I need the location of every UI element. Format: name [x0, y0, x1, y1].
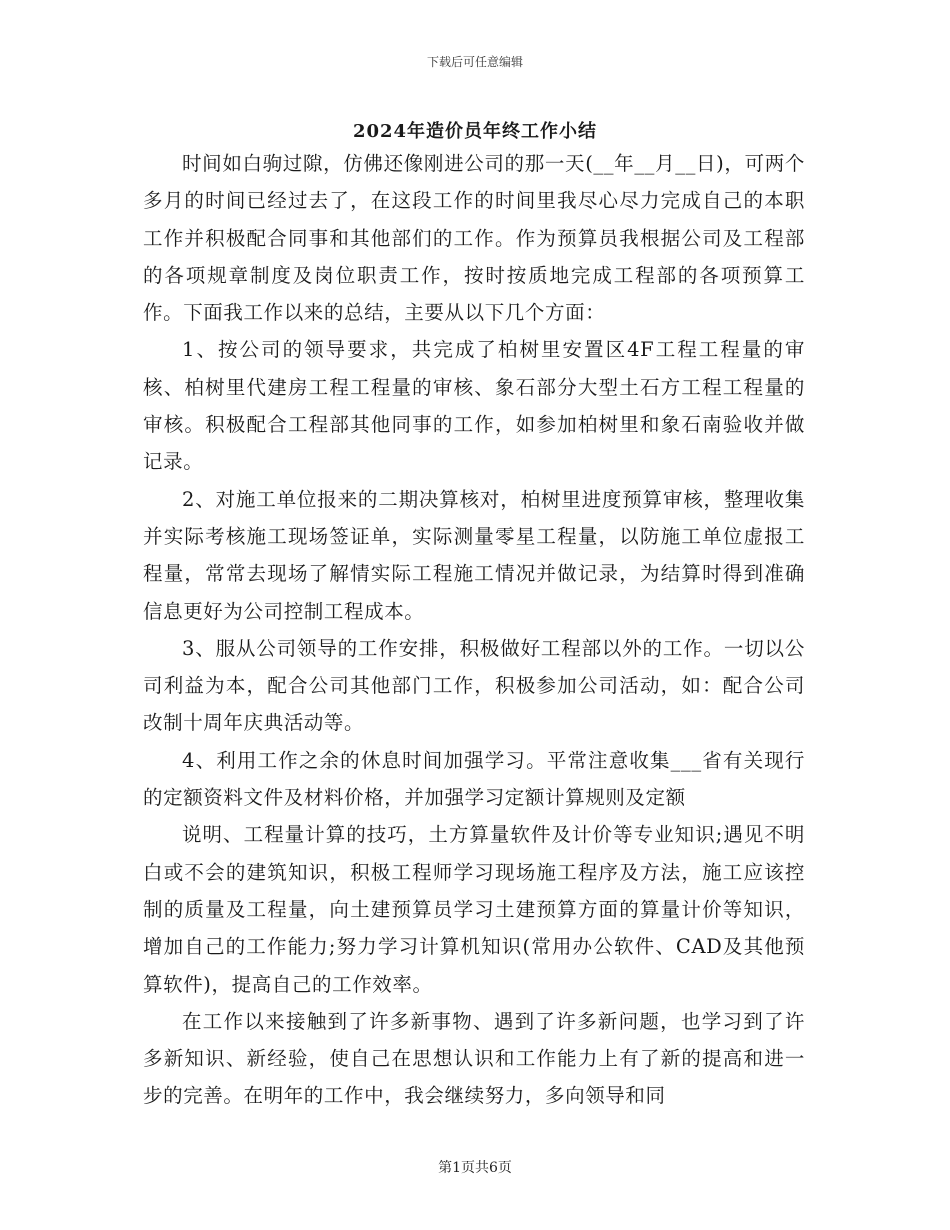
paragraph-item-2: 2、对施工单位报来的二期决算核对，柏树里进度预算审核，整理收集并实际考核施工现场签证单，实际测量零星工程量，以防施工单位虚报工程量，常常去现场了解情实际工程施工情况并做记录，为结算时得到准确信息更好为公司控制工程成本。 [143, 487, 805, 623]
paragraph-closing: 在工作以来接触到了许多新事物、遇到了许多新问题，也学习到了许多新知识、新经验，使自己在思想认识和工作能力上有了新的提高和进一步的完善。在明年的工作中，我会继续努力，多向领导和同 [143, 1009, 805, 1108]
header-note: 下载后可任意编辑 [426, 55, 523, 69]
paragraph-item-4-continued: 说明、工程量计算的技巧，土方算量软件及计价等专业知识;遇见不明白或不会的建筑知识，积极工程师学习现场施工程序及方法，施工应该控制的质量及工程量，向土建预算员学习土建预算方面的算量计价等知识，增加自己的工作能力;努力学习计算机知识(常用办公软件、CAD及其他预算软件)，提高自己的工作效率。 [143, 823, 805, 996]
document-body [143, 145, 805, 1115]
paragraph-intro: 时间如白驹过隙，仿佛还像刚进公司的那一天(__年__月__日)，可两个多月的时间已经过去了，在这段工作的时间里我尽心尽力完成自己的本职工作并积极配合同事和其他部们的工作。作为预算员我根据公司及工程部的各项规章制度及岗位职责工作，按时按质地完成工程部的各项预算工作。下面我工作以来的总结，主要从以下几个方面： [143, 152, 805, 325]
paragraph-item-3: 3、服从公司领导的工作安排，积极做好工程部以外的工作。一切以公司利益为本，配合公司其他部门工作，积极参加公司活动，如：配合公司改制十周年庆典活动等。 [143, 636, 805, 735]
paragraph-item-4: 4、利用工作之余的休息时间加强学习。平常注意收集___省有关现行的定额资料文件及材料价格，并加强学习定额计算规则及定额 [143, 748, 805, 810]
paragraph-item-1: 1、按公司的领导要求，共完成了柏树里安置区4F工程工程量的审核、柏树里代建房工程工程量的审核、象石部分大型土石方工程工程量的审核。积极配合工程部其他同事的工作，如参加柏树里和象石南验收并做记录。 [143, 338, 805, 474]
document-title: 2024年造价员年终工作小结 [352, 121, 598, 142]
page-number: 第1页共6页 [438, 1160, 512, 1176]
